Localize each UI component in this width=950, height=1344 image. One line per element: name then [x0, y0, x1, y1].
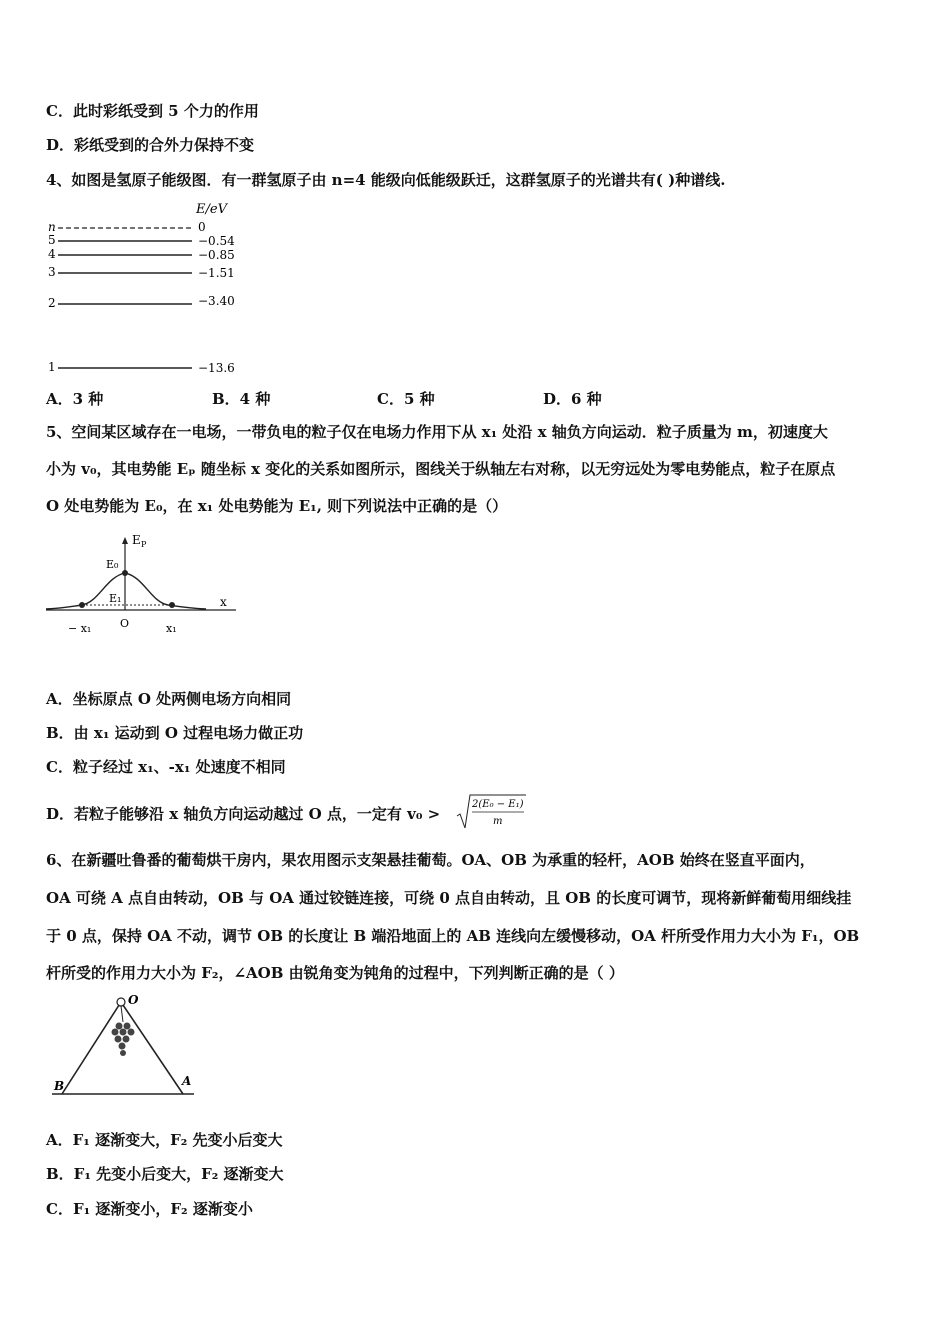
- level-n-label: n: [48, 220, 56, 234]
- level-5-label: 5: [48, 233, 56, 247]
- level-3-energy: −1.51: [198, 266, 235, 280]
- q5-stem-line1: 5、空间某区域存在一电场，一带负电的粒子仅在电场力作用下从 x₁ 处沿 x 轴负方向运动．粒子质量为 m，初速度大: [46, 423, 828, 441]
- q6-stem-line1: 6、在新疆吐鲁番的葡萄烘干房内，果农用图示支架悬挂葡萄。OA、OB 为承重的轻杆，AOB 始终在竖直平面内，: [46, 851, 815, 869]
- x-axis-label: x: [220, 595, 227, 609]
- q6-option-a: A．F₁ 逐渐变大，F₂ 先变小后变大: [46, 1131, 283, 1149]
- energy-level-diagram: [44, 198, 244, 378]
- q4-stem: 4、如图是氢原子能级图．有一群氢原子由 n=4 能级向低能级跃迁，这群氢原子的光谱共有( )种谱线.: [46, 171, 726, 189]
- e0-label: E₀: [106, 558, 119, 571]
- y-axis-sub: P: [141, 540, 147, 549]
- label-b: B: [54, 1079, 65, 1093]
- q6-stem-line3: 于 0 点，保持 OA 不动，调节 OB 的长度让 B 端沿地面上的 AB 连线向左缓慢移动，OA 杆所受作用力大小为 F₁，OB: [46, 927, 860, 945]
- rod-oa: [121, 1002, 183, 1094]
- energy-axis-label: E/eV: [196, 202, 227, 217]
- point-neg-x1: [79, 602, 85, 608]
- e1-label: E₁: [109, 592, 122, 605]
- q4-option-c: C．5 种: [377, 390, 435, 408]
- sqrt-denominator: m: [493, 816, 503, 827]
- q4-option-a: A．3 种: [46, 390, 104, 408]
- potential-energy-graph: [44, 528, 244, 640]
- level-1-label: 1: [48, 360, 56, 374]
- label-o: O: [128, 994, 139, 1007]
- q3-option-d: D．彩纸受到的合外力保持不变: [46, 136, 255, 154]
- grape-rack-diagram: [44, 994, 204, 1102]
- potential-energy-curve: [46, 573, 206, 609]
- level-2-label: 2: [48, 296, 56, 310]
- y-axis-arrow: [122, 537, 128, 544]
- point-e0: [122, 570, 128, 576]
- level-4-label: 4: [48, 247, 56, 261]
- q5-option-a: A．坐标原点 O 处两侧电场方向相同: [46, 690, 292, 708]
- level-5-energy: −0.54: [198, 234, 235, 248]
- y-axis-label: E: [132, 533, 141, 547]
- q5-stem-line2: 小为 v₀，其电势能 Eₚ 随坐标 x 变化的关系如图所示，图线关于纵轴左右对称，以无穷远处为零电势能点，粒子在原点: [46, 460, 836, 478]
- sqrt-numerator: 2(E₀ − E₁): [472, 799, 524, 810]
- level-infinity-energy: 0: [198, 220, 206, 234]
- q6-option-b: B．F₁ 先变小后变大，F₂ 逐渐变大: [46, 1165, 284, 1183]
- label-a: A: [182, 1074, 192, 1088]
- level-2-energy: −3.40: [198, 294, 235, 308]
- q6-stem-line2: OA 可绕 A 点自由转动，OB 与 OA 通过铰链连接，可绕 0 点自由转动，且 OB 的长度可调节，现将新鲜葡萄用细线挂: [46, 889, 852, 907]
- level-1-energy: −13.6: [198, 361, 235, 375]
- hinge-o: [117, 998, 125, 1006]
- q3-option-c: C．此时彩纸受到 5 个力的作用: [46, 102, 259, 120]
- level-3-label: 3: [48, 265, 56, 279]
- rod-ob: [62, 1002, 121, 1094]
- hanging-string: [121, 1006, 123, 1022]
- q5-option-c: C．粒子经过 x₁、-x₁ 处速度不相同: [46, 758, 286, 776]
- q5-option-d: D．若粒子能够沿 x 轴负方向运动越过 O 点，一定有 v₀ >: [46, 805, 441, 823]
- pos-x1-label: x₁: [166, 622, 177, 635]
- q4-option-b: B．4 种: [212, 390, 271, 408]
- point-x1: [169, 602, 175, 608]
- q6-stem-line4: 杆所受的作用力大小为 F₂，∠AOB 由锐角变为钝角的过程中，下列判断正确的是（ ）: [46, 964, 624, 982]
- sqrt-expression: [456, 792, 528, 832]
- level-4-energy: −0.85: [198, 248, 235, 262]
- q4-option-d: D．6 种: [543, 390, 602, 408]
- q6-option-c: C．F₁ 逐渐变小，F₂ 逐渐变小: [46, 1200, 253, 1218]
- q5-stem-line3: O 处电势能为 E₀，在 x₁ 处电势能为 E₁, 则下列说法中正确的是（）: [46, 497, 508, 515]
- origin-label: O: [120, 617, 130, 630]
- q5-option-b: B．由 x₁ 运动到 O 过程电场力做正功: [46, 724, 304, 742]
- neg-x1-label: − x₁: [68, 622, 92, 635]
- grapes-icon: [112, 1023, 135, 1057]
